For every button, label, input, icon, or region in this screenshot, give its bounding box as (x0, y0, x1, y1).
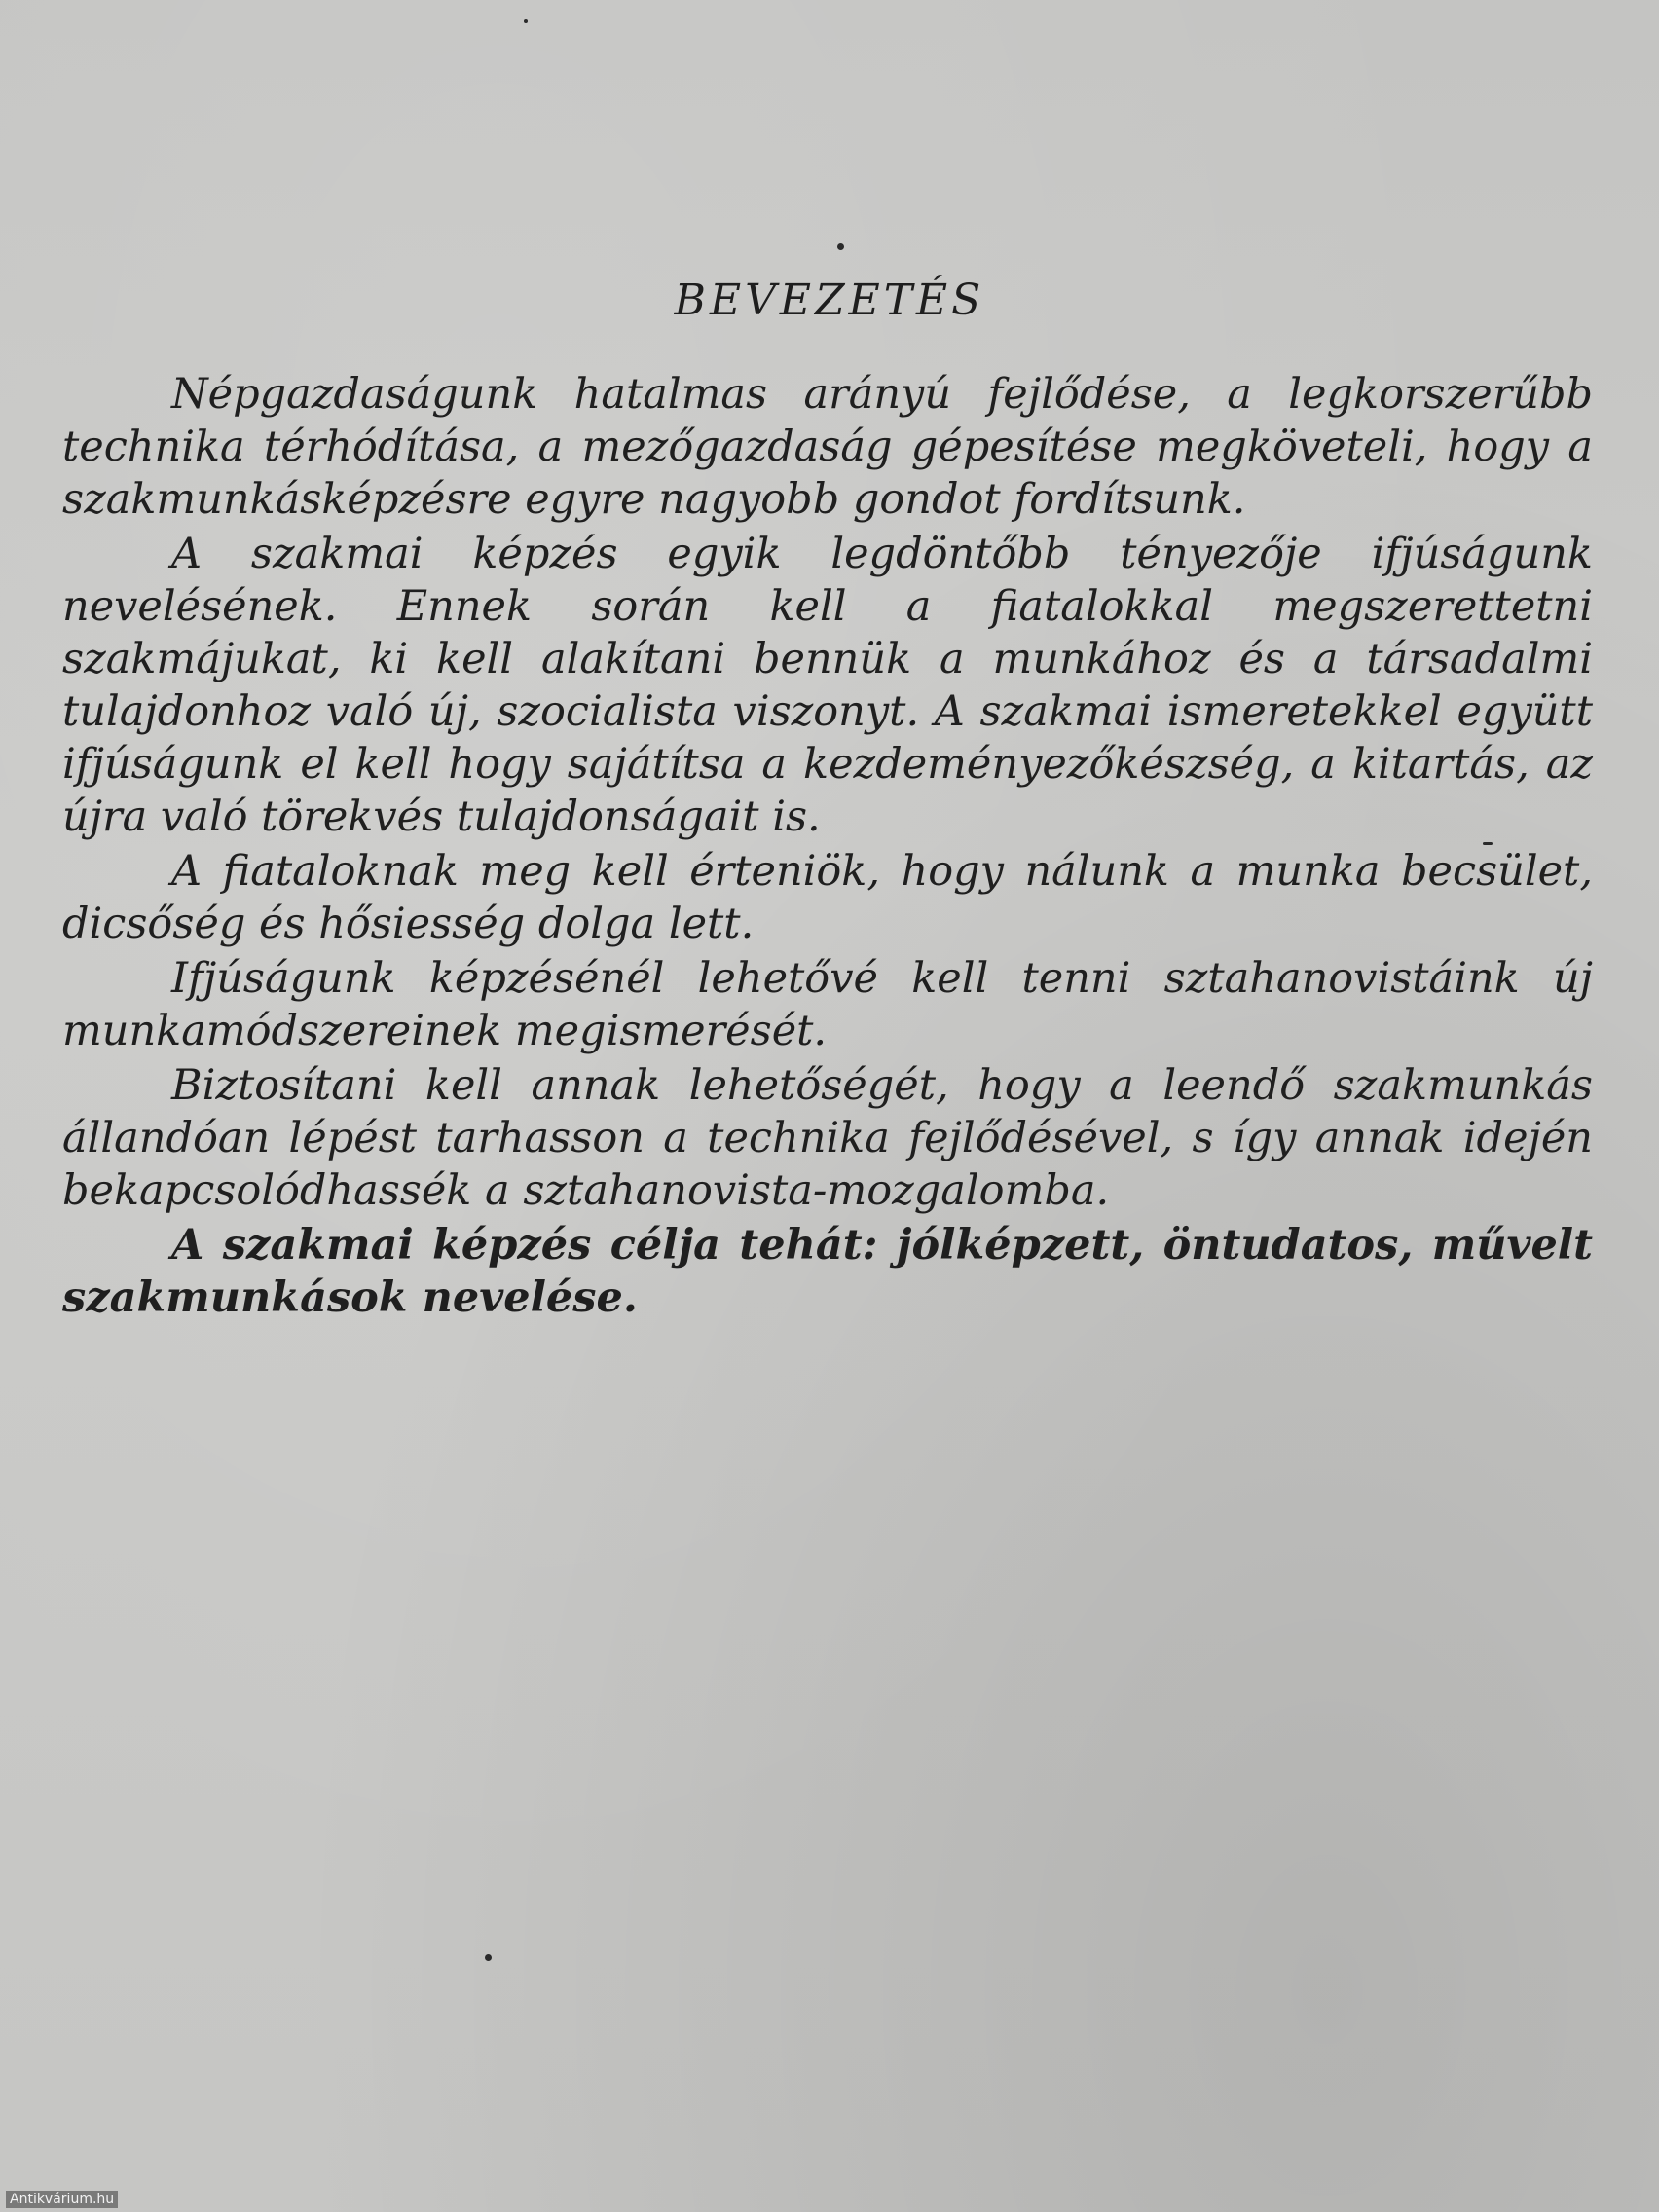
paragraph: A szakmai képzés egyik legdöntőbb tényezője ifjúságunk nevelésének. Ennek során kell a fiatalokkal megszerettetni szakmájukat, ki kell alakítani bennük a munkához és a társadalmi tulajdonhoz való új, szocialista viszonyt. A szakmai ismeretekkel együtt ifjúságunk el kell hogy sajátítsa a kezdeményezőkészség, a kitartás, az újra való törekvés tulajdonságait is. (62, 530, 1593, 841)
paper-speck (485, 1954, 492, 1961)
paragraph: A fiataloknak meg kell érteniök, hogy nálunk a munka becsület, dicsőség és hősiesség dolga lett. (62, 847, 1593, 948)
paragraph: A szakmai képzés célja tehát: jólképzett, öntudatos, művelt szakmunkások nevelése. (62, 1221, 1593, 1322)
page-title: BEVEZETÉS (674, 276, 985, 325)
paragraph: Biztosítani kell annak lehetőségét, hogy a leendő szakmunkás állandóan lépést tarhasson a technika fejlődésével, s így annak idején bekapcsolódhassék a sztahanovista-mozgalomba. (62, 1061, 1593, 1215)
paragraph: Népgazdaságunk hatalmas arányú fejlődése, a legkorszerűbb technika térhódítása, a mezőgazdaság gépesítése megköveteli, hogy a szakmunkásképzésre egyre nagyobb gondot fordítsunk. (62, 370, 1593, 524)
paper-speck (837, 243, 844, 250)
paragraph: Ifjúságunk képzésénél lehetővé kell tenni sztahanovistáink új munkamódszereinek megismerését. (62, 954, 1593, 1055)
paper-speck (524, 19, 528, 23)
watermark: Antikvárium.hu (6, 2191, 118, 2208)
body-text (62, 368, 1593, 1324)
